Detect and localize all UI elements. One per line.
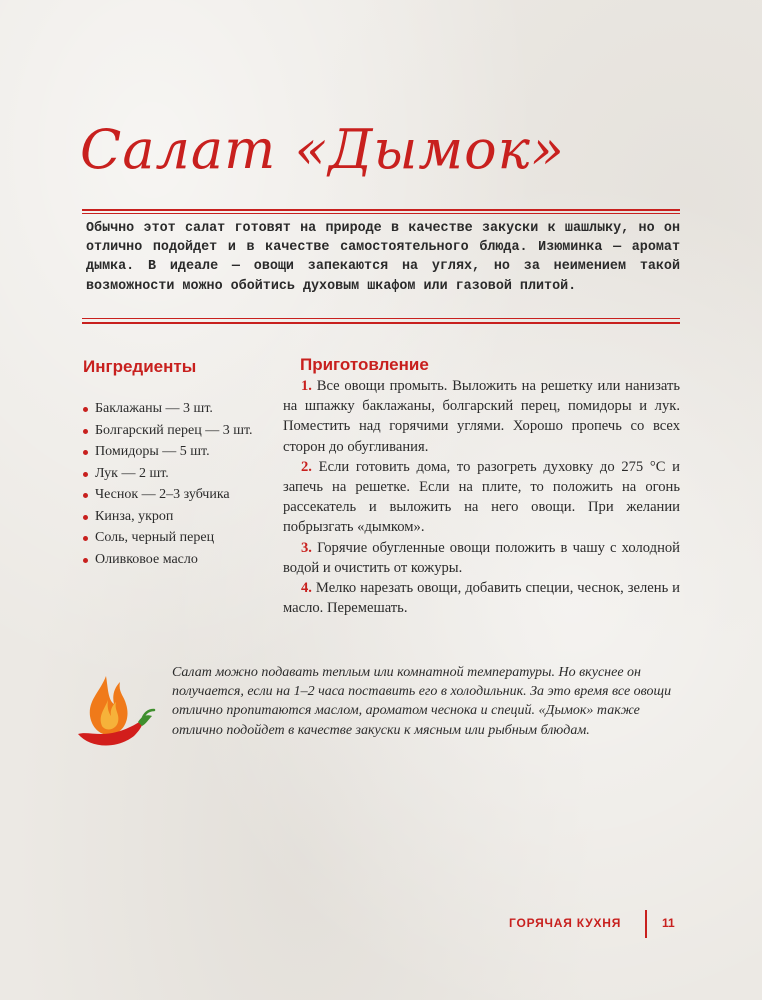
- ingredient-item: Лук — 2 шт.: [83, 463, 283, 485]
- recipe-title: Салат «Дымок»: [80, 118, 565, 181]
- bullet-icon: [83, 515, 88, 520]
- step-number: 2.: [301, 458, 312, 475]
- ingredient-item: Баклажаны — 3 шт.: [83, 398, 283, 420]
- page-number: 11: [662, 916, 675, 930]
- preparation-step: 1. Все овощи промыть. Выложить на решетку или нанизать на шпажку баклажаны, болгарский перец, помидоры и лук. Поместить над горячими углями. Хорошо пропечь со всех сторон до обугливания.: [283, 378, 680, 455]
- preparation-step: 4. Мелко нарезать овощи, добавить специи, чеснок, зелень и масло. Перемешать.: [283, 580, 680, 617]
- serving-tip: Салат можно подавать теплым или комнатной температуры. Но вкуснее он получается, если на 1–2 часа поставить его в холодильник. За это время все овощи отлично пропитаются маслом, ароматом чеснока и специй. «Дымок» также отлично подойдет в качестве закуски к мясным или рыбным блюдам.: [172, 665, 672, 738]
- bullet-icon: [83, 450, 88, 455]
- bullet-icon: [83, 493, 88, 498]
- bullet-icon: [83, 558, 88, 563]
- preparation-heading: Приготовление: [300, 355, 429, 374]
- step-number: 1.: [301, 378, 312, 394]
- preparation-steps: [283, 376, 680, 618]
- ingredient-item: Соль, черный перец: [83, 527, 283, 549]
- step-number: 4.: [301, 580, 312, 597]
- ingredient-item: Чеснок — 2–3 зубчика: [83, 484, 283, 506]
- section-name: ГОРЯЧАЯ КУХНЯ: [509, 916, 622, 930]
- ingredient-item: Оливковое масло: [83, 549, 283, 571]
- bullet-icon: [83, 429, 88, 434]
- bullet-icon: [83, 536, 88, 541]
- bullet-icon: [83, 472, 88, 477]
- recipe-intro: Обычно этот салат готовят на природе в качестве закуски к шашлыку, но он отлично подойдет и в качестве самостоятельного блюда. Изюминка — аромат дымка. В идеале — овощи запекаются на углях, но за неимением такой возможности можно обойтись духовым шкафом или газовой плитой.: [86, 221, 680, 294]
- intro-bottom-rule: [82, 322, 680, 324]
- ingredient-item: Болгарский перец — 3 шт.: [83, 420, 283, 442]
- intro-top-rule: [82, 209, 680, 211]
- intro-bottom-rule-thin: [82, 318, 680, 319]
- ingredient-item: Кинза, укроп: [83, 506, 283, 528]
- chili-pepper-flame-icon: [76, 670, 156, 756]
- ingredients-heading: Ингредиенты: [83, 357, 197, 376]
- ingredients-list: [83, 398, 283, 570]
- footer-divider: [645, 910, 647, 938]
- ingredient-item: Помидоры — 5 шт.: [83, 441, 283, 463]
- bullet-icon: [83, 407, 88, 412]
- step-number: 3.: [301, 539, 312, 556]
- preparation-step: 2. Если готовить дома, то разогреть духовку до 275 °С и запечь на решетке. Если на плите, то положить на огонь рассекатель и выложить на него овощи. При желании побрызгать «дымком».: [283, 458, 680, 536]
- preparation-step: 3. Горячие обугленные овощи положить в чашу с холодной водой и очистить от кожуры.: [283, 539, 680, 576]
- intro-top-rule-thin: [82, 213, 680, 214]
